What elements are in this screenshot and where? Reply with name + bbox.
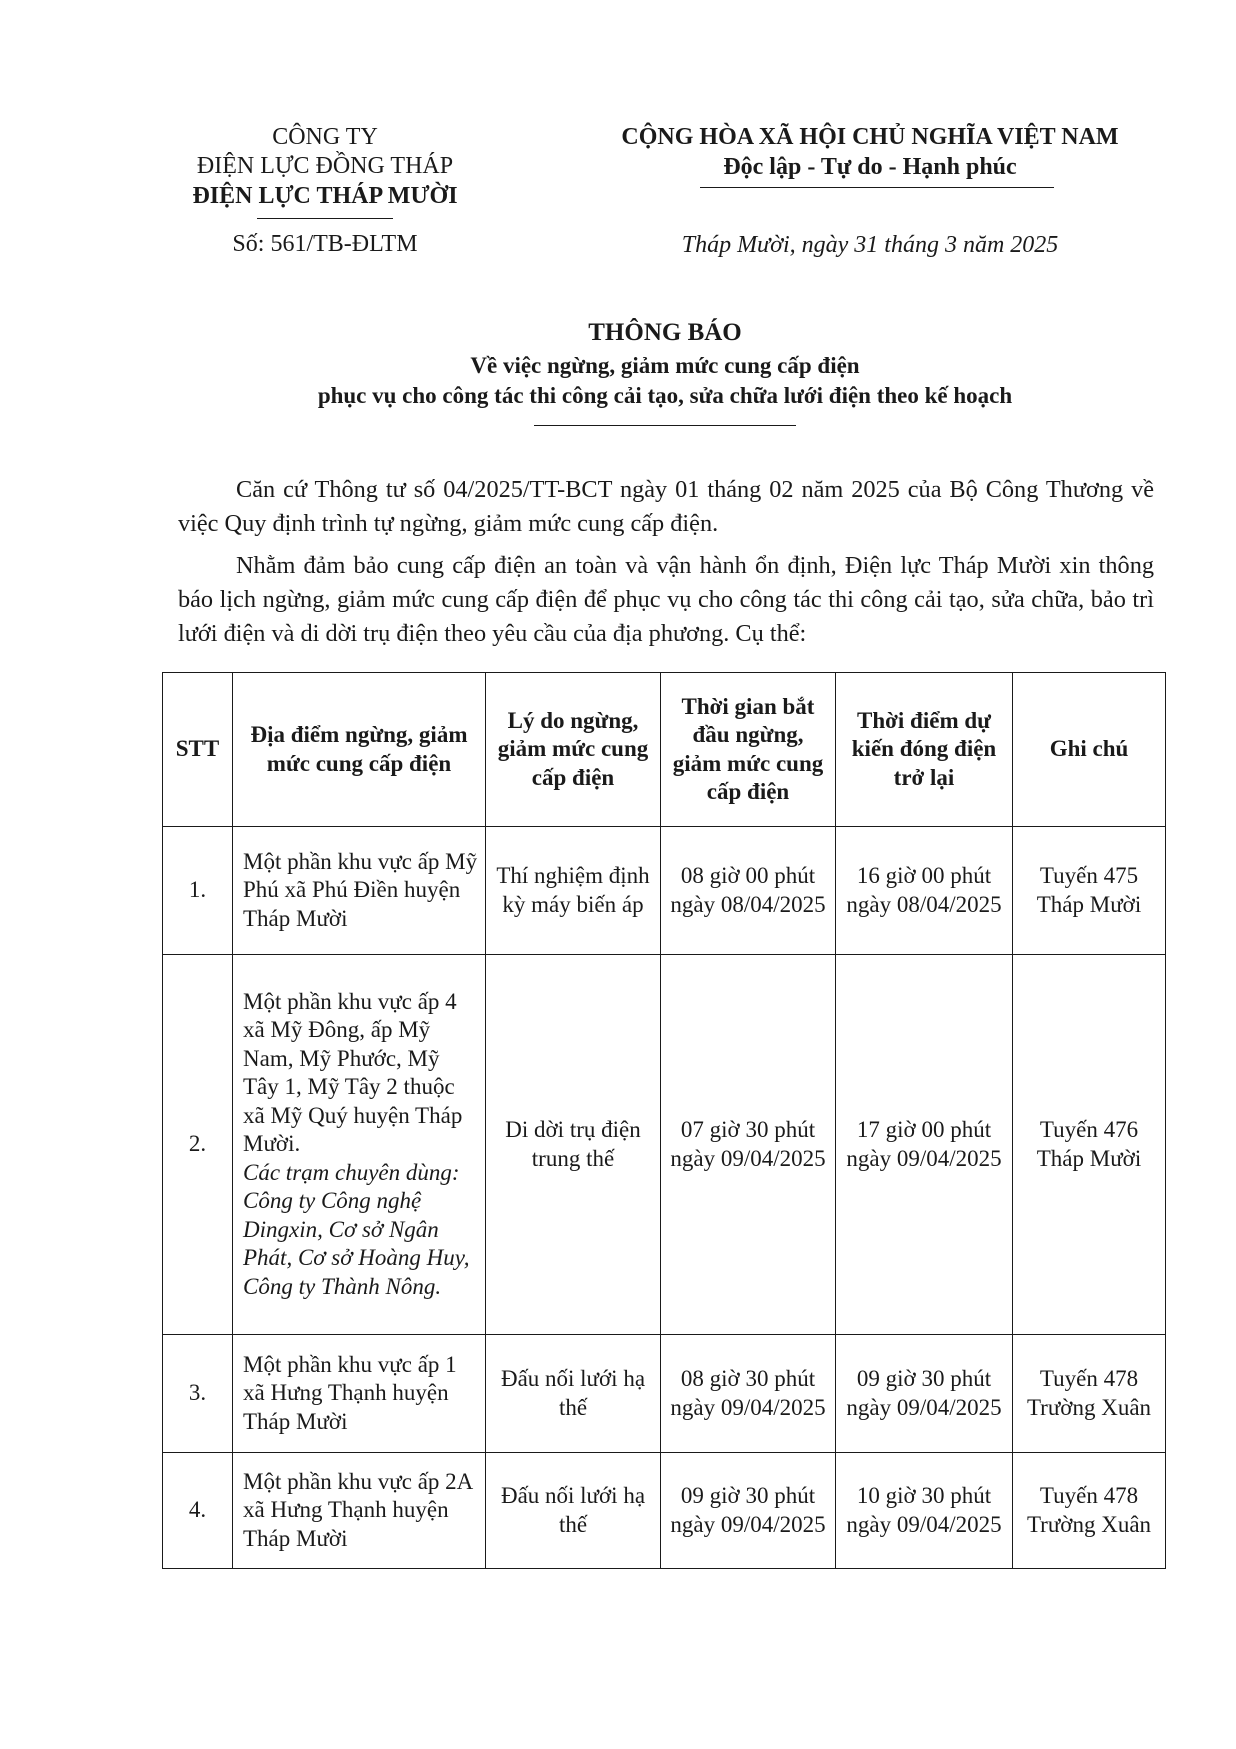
row-note: Tuyến 475 Tháp Mười [1013, 827, 1166, 955]
header-end-time: Thời điểm dự kiến đóng điện trở lại [836, 673, 1013, 827]
row-reason: Đấu nối lưới hạ thế [486, 1335, 661, 1453]
row-end-time: 17 giờ 00 phút ngày 09/04/2025 [836, 955, 1013, 1335]
row-note: Tuyến 478 Trường Xuân [1013, 1453, 1166, 1569]
table-row [163, 1453, 1166, 1569]
row-end-time: 10 giờ 30 phút ngày 09/04/2025 [836, 1453, 1013, 1569]
row-note: Tuyến 476 Tháp Mười [1013, 955, 1166, 1335]
org-underline [257, 218, 393, 219]
row-reason: Đấu nối lưới hạ thế [486, 1453, 661, 1569]
header-location: Địa điểm ngừng, giảm mức cung cấp điện [233, 673, 486, 827]
row-location-cell [233, 955, 486, 1335]
document-number: Số: 561/TB-ĐLTM [232, 231, 418, 257]
row-reason: Di dời trụ điện trung thế [486, 955, 661, 1335]
row-location: Một phần khu vực ấp 2A xã Hưng Thạnh huyện Tháp Mười [233, 1453, 486, 1569]
notice-title: THÔNG BÁO [588, 319, 742, 346]
row-start-time: 08 giờ 00 phút ngày 08/04/2025 [661, 827, 836, 955]
paragraph-purpose: Nhằm đảm bảo cung cấp điện an toàn và vận hành ổn định, Điện lực Tháp Mười xin thông báo lịch ngừng, giảm mức cung cấp điện để phục vụ cho công tác thi công cải tạo, sửa chữa, bảo trì lưới điện và di dời trụ điện theo yêu cầu của địa phương. Cụ thể: [178, 552, 1154, 647]
national-title: CỘNG HÒA XÃ HỘI CHỦ NGHĨA VIỆT NAM [621, 124, 1119, 150]
motto-underline [700, 187, 1054, 188]
row-location: Một phần khu vực ấp Mỹ Phú xã Phú Điền huyện Tháp Mười [233, 827, 486, 955]
row-stt: 1. [163, 827, 233, 955]
title-underline [534, 425, 796, 426]
org-line-3: ĐIỆN LỰC THÁP MƯỜI [192, 183, 458, 209]
notice-subtitle-2: phục vụ cho công tác thi công cải tạo, sửa chữa lưới điện theo kế hoạch [317, 383, 1013, 408]
header-reason: Lý do ngừng, giảm mức cung cấp điện [486, 673, 661, 827]
national-motto: Độc lập - Tự do - Hạnh phúc [723, 154, 1017, 180]
row-stt: 4. [163, 1453, 233, 1569]
row-stt: 2. [163, 955, 233, 1335]
row-start-time: 08 giờ 30 phút ngày 09/04/2025 [661, 1335, 836, 1453]
row-end-time: 16 giờ 00 phút ngày 08/04/2025 [836, 827, 1013, 955]
place-date: Tháp Mười, ngày 31 tháng 3 năm 2025 [681, 232, 1059, 258]
table-row [163, 955, 1166, 1335]
row-start-time: 09 giờ 30 phút ngày 09/04/2025 [661, 1453, 836, 1569]
row-reason: Thí nghiệm định kỳ máy biến áp [486, 827, 661, 955]
header-start-time: Thời gian bắt đầu ngừng, giảm mức cung cấp điện [661, 673, 836, 827]
row-start-time: 07 giờ 30 phút ngày 09/04/2025 [661, 955, 836, 1335]
row-end-time: 09 giờ 30 phút ngày 09/04/2025 [836, 1335, 1013, 1453]
header-stt: STT [163, 673, 233, 827]
org-line-2: ĐIỆN LỰC ĐỒNG THÁP [196, 153, 454, 179]
row-location: Một phần khu vực ấp 4 xã Mỹ Đông, ấp Mỹ Nam, Mỹ Phước, Mỹ Tây 1, Mỹ Tây 2 thuộc xã Mỹ Quý huyện Tháp Mười. [243, 988, 463, 1157]
header-note: Ghi chú [1013, 673, 1166, 827]
outage-schedule-table [162, 672, 1166, 1569]
row-stt: 3. [163, 1335, 233, 1453]
table-row [163, 827, 1166, 955]
row-location-note: Các trạm chuyên dùng: Công ty Công nghệ Dingxin, Cơ sở Ngân Phát, Cơ sở Hoàng Huy, Công ty Thành Nông. [243, 1159, 470, 1299]
paragraph-legal-basis: Căn cứ Thông tư số 04/2025/TT-BCT ngày 01 tháng 02 năm 2025 của Bộ Công Thương về việc Quy định trình tự ngừng, giảm mức cung cấp điện. [178, 476, 1154, 537]
org-line-1: CÔNG TY [272, 124, 378, 150]
notice-subtitle-1: Về việc ngừng, giảm mức cung cấp điện [470, 353, 860, 378]
table-row [163, 1335, 1166, 1453]
table-header-row [163, 673, 1166, 827]
row-note: Tuyến 478 Trường Xuân [1013, 1335, 1166, 1453]
row-location: Một phần khu vực ấp 1 xã Hưng Thạnh huyện Tháp Mười [233, 1335, 486, 1453]
